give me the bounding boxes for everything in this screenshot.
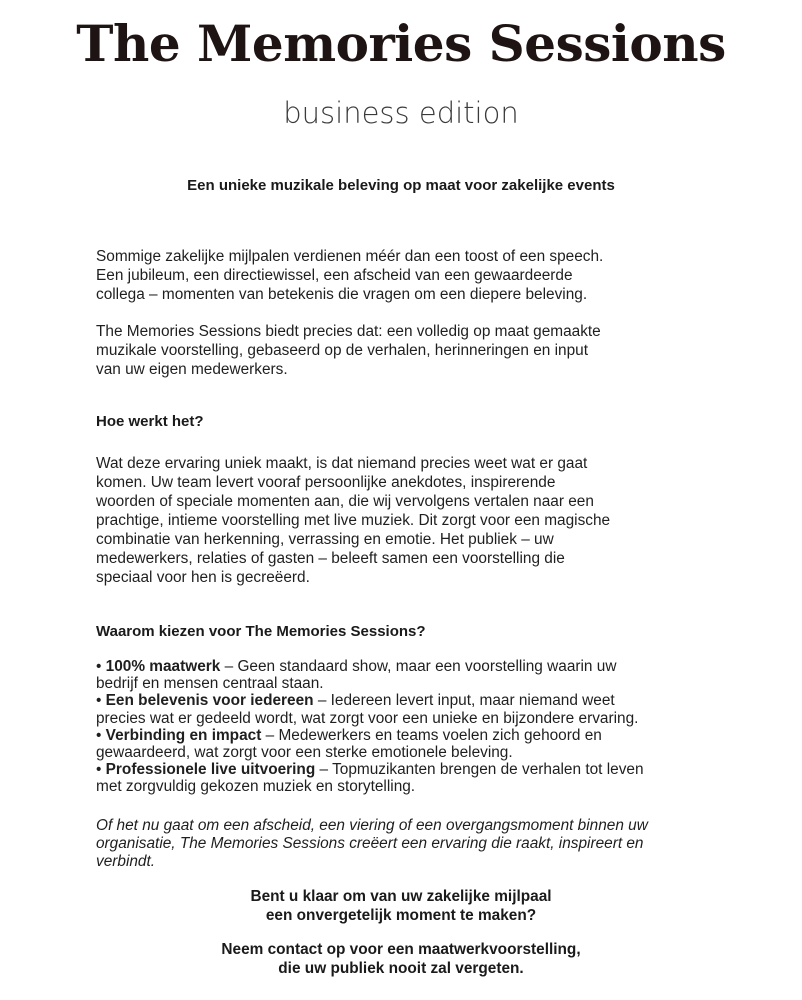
text-line: collega – momenten van betekenis die vragen om een diepere beleving. bbox=[96, 286, 588, 303]
text-line: organisatie, The Memories Sessions creëert een ervaring die raakt, inspireert en bbox=[96, 835, 644, 852]
list-item-line bbox=[96, 761, 716, 778]
list-item-text: – Iedereen levert input, maar niemand weet bbox=[313, 692, 615, 710]
text-line: combinatie van herkenning, verrassing en emotie. Het publiek – uw bbox=[96, 531, 554, 548]
closing-paragraph bbox=[96, 817, 716, 871]
list-item-line bbox=[96, 692, 716, 709]
list-item-title: Professionele live uitvoering bbox=[105, 761, 316, 779]
text-line: Bent u klaar om van uw zakelijke mijlpaal bbox=[250, 888, 552, 905]
list-item-text: – Topmuzikanten brengen de verhalen tot leven bbox=[315, 761, 644, 779]
text-line: die uw publiek nooit zal vergeten. bbox=[278, 960, 524, 977]
text-line: Een jubileum, een directiewissel, een afscheid van een gewaardeerde bbox=[96, 267, 573, 284]
benefits-list bbox=[96, 658, 716, 796]
list-item-text: – Geen standaard show, maar een voorstelling waarin uw bbox=[220, 658, 617, 675]
list-item bbox=[96, 761, 716, 795]
list-item-title: 100% maatwerk bbox=[105, 658, 221, 675]
list-item-line: precies wat er gedeeld wordt, wat zorgt voor een unieke en bijzondere ervaring. bbox=[96, 709, 639, 727]
text-line: Neem contact op voor een maatwerkvoorstelling, bbox=[221, 941, 581, 958]
intro-paragraph-1 bbox=[96, 247, 716, 304]
bullet: • bbox=[96, 658, 102, 675]
list-item-line: gewaardeerd, wat zorgt voor een sterke emotionele beleving. bbox=[96, 744, 513, 762]
list-item-line: met zorgvuldig gekozen muziek en storytelling. bbox=[96, 778, 416, 796]
list-item-line bbox=[96, 658, 716, 675]
text-line: medewerkers, relaties of gasten – beleeft samen een voorstelling die bbox=[96, 550, 565, 567]
cta-question bbox=[0, 887, 802, 925]
text-line: Wat deze ervaring uniek maakt, is dat niemand precies weet wat er gaat bbox=[96, 455, 588, 472]
text-line: woorden of speciale momenten aan, die wij vervolgens vertalen naar een bbox=[96, 493, 594, 510]
intro-paragraph-2 bbox=[96, 322, 716, 379]
how-paragraph bbox=[96, 454, 716, 587]
list-item bbox=[96, 727, 716, 761]
text-line: verbindt. bbox=[96, 853, 156, 870]
brand-title: The Memories Sessions bbox=[76, 14, 726, 73]
list-item-line bbox=[96, 727, 716, 744]
how-heading: Hoe werkt het? bbox=[96, 413, 204, 430]
list-item-line: bedrijf en mensen centraal staan. bbox=[96, 675, 324, 693]
text-line: Sommige zakelijke mijlpalen verdienen méér dan een toost of een speech. bbox=[96, 248, 604, 265]
list-item-text: – Medewerkers en teams voelen zich gehoord en bbox=[261, 726, 602, 744]
list-item bbox=[96, 692, 716, 726]
tagline: Een unieke muzikale beleving op maat voor zakelijke events bbox=[187, 177, 615, 194]
text-line: prachtige, intieme voorstelling met live muziek. Dit zorgt voor een magische bbox=[96, 512, 611, 529]
text-line: muzikale voorstelling, gebaseerd op de verhalen, herinneringen en input bbox=[96, 342, 588, 359]
brand-subtitle: business edition bbox=[283, 96, 519, 130]
bullet: • bbox=[96, 761, 102, 779]
list-item-title: Verbinding en impact bbox=[105, 726, 262, 744]
bullet: • bbox=[96, 726, 102, 744]
text-line: speciaal voor hen is gecreëerd. bbox=[96, 569, 310, 586]
why-heading: Waarom kiezen voor The Memories Sessions? bbox=[96, 623, 426, 640]
cta-contact bbox=[0, 940, 802, 978]
text-line: Of het nu gaat om een afscheid, een viering of een overgangsmoment binnen uw bbox=[96, 817, 648, 834]
text-line: The Memories Sessions biedt precies dat: een volledig op maat gemaakte bbox=[96, 323, 601, 340]
text-line: komen. Uw team levert vooraf persoonlijke anekdotes, inspirerende bbox=[96, 474, 556, 491]
text-line: een onvergetelijk moment te maken? bbox=[265, 907, 537, 924]
text-line: van uw eigen medewerkers. bbox=[96, 361, 288, 378]
list-item bbox=[96, 658, 716, 692]
bullet: • bbox=[96, 692, 102, 710]
list-item-title: Een belevenis voor iedereen bbox=[105, 692, 314, 710]
